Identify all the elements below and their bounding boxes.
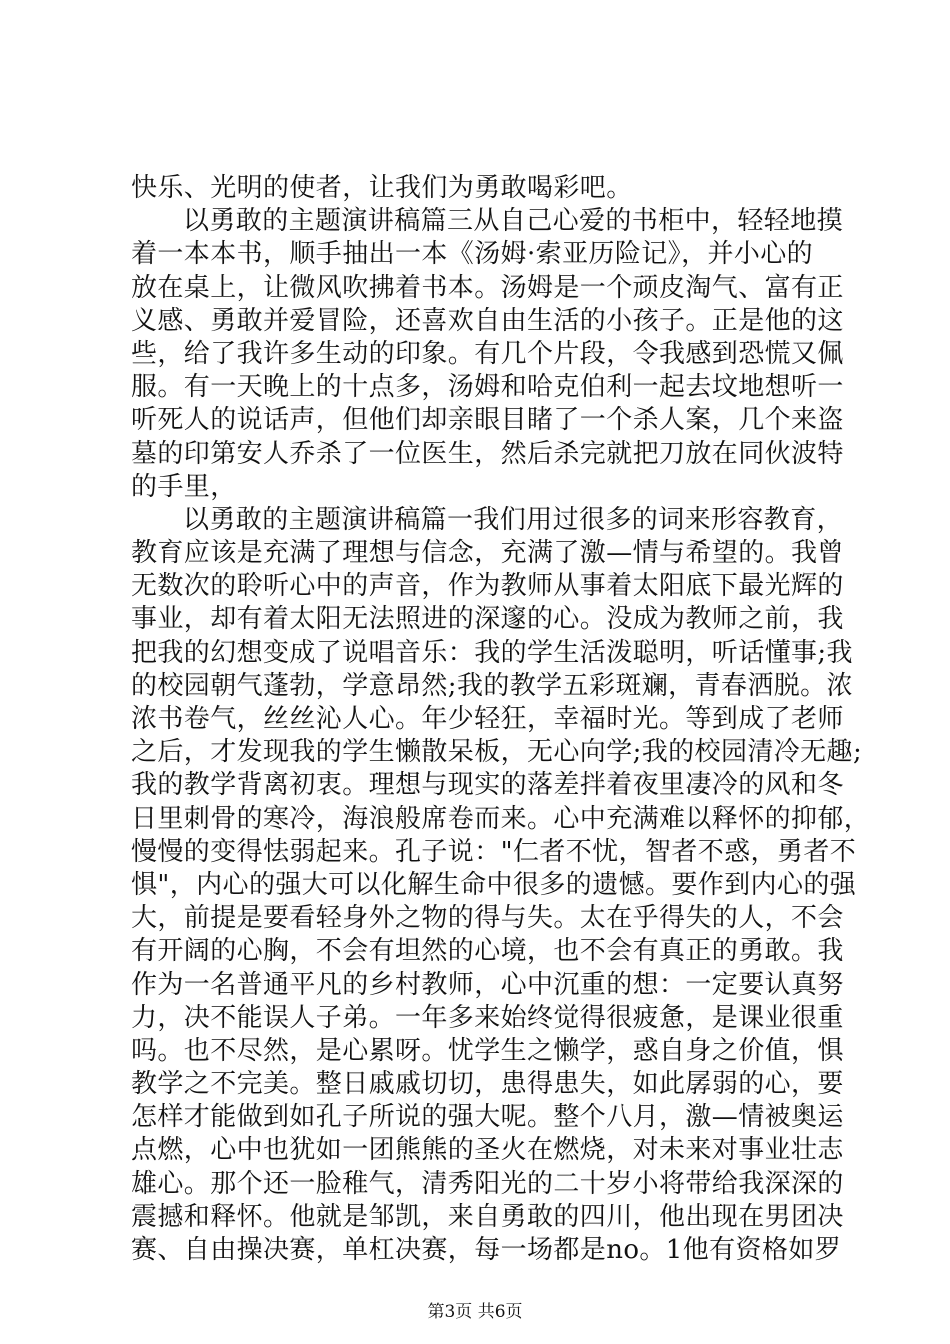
text-line: 墓的印第安人乔杀了一位医生，然后杀完就把刀放在同伙波特 [131, 438, 844, 469]
text-line: 慢慢的变得怯弱起来。孔子说："仁者不忧，智者不惑，勇者不 [131, 836, 857, 867]
text-line: 点燃，心中也犹如一团熊熊的圣火在燃烧，对未来对事业壮志 [131, 1135, 844, 1166]
document-body [131, 172, 871, 1267]
text-line: 教育应该是充满了理想与信念，充满了激—情与希望的。我曾 [131, 538, 844, 569]
text-line: 事业，却有着太阳无法照进的深邃的心。没成为教师之前，我 [131, 604, 844, 635]
text-line: 力，决不能误人子弟。一年多来始终觉得很疲惫，是课业很重 [131, 1002, 844, 1033]
text-line: 有开阔的心胸，不会有坦然的心境，也不会有真正的勇敢。我 [131, 936, 844, 967]
text-line: 以勇敢的主题演讲稿篇三从自己心爱的书柜中，轻轻地摸 [183, 206, 844, 237]
paragraph [131, 504, 871, 1267]
text-line: 听死人的说话声，但他们却亲眼目睹了一个杀人案，几个来盗 [131, 405, 844, 436]
text-line: 雄心。那个还一脸稚气，清秀阳光的二十岁小将带给我深深的 [131, 1168, 844, 1199]
text-line: 义感、勇敢并爱冒险，还喜欢自由生活的小孩子。正是他的这 [131, 305, 844, 336]
text-line: 大，前提是要看轻身外之物的得与失。太在乎得失的人，不会 [131, 903, 844, 934]
text-line: 浓书卷气，丝丝沁人心。年少轻狂，幸福时光。等到成了老师 [131, 704, 844, 734]
text-line: 赛、自由操决赛，单杠决赛，每一场都是no。1他有资格如罗 [131, 1235, 842, 1265]
text-line: 之后，才发现我的学生懒散呆板，无心向学;我的校园清冷无趣; [131, 737, 863, 768]
text-line: 惧"，内心的强大可以化解生命中很多的遗憾。要作到内心的强 [131, 869, 857, 900]
text-line: 服。有一天晚上的十点多，汤姆和哈克伯利一起去坟地想听一 [131, 372, 844, 403]
text-line: 我的教学背离初衷。理想与现实的落差拌着夜里凄冷的风和冬 [131, 770, 844, 801]
text-line: 作为一名普通平凡的乡村教师，心中沉重的想：一定要认真努 [131, 969, 844, 1000]
text-line: 把我的幻想变成了说唱音乐：我的学生活泼聪明，听话懂事;我 [131, 637, 853, 668]
text-line: 日里刺骨的寒冷，海浪般席卷而来。心中充满难以释怀的抑郁， [131, 803, 871, 834]
text-line: 以勇敢的主题演讲稿篇一我们用过很多的词来形容教育， [183, 504, 844, 535]
text-line: 的校园朝气蓬勃，学意昂然;我的教学五彩斑斓，青春洒脱。浓 [131, 670, 853, 701]
text-line: 教学之不完美。整日戚戚切切，患得患失，如此孱弱的心，要 [131, 1069, 844, 1100]
text-line: 的手里， [131, 471, 237, 502]
page-footer: 第3页 共6页 [427, 1302, 523, 1322]
paragraph [131, 205, 844, 504]
text-line: 震撼和释怀。他就是邹凯，来自勇敢的四川，他出现在男团决 [131, 1201, 844, 1232]
text-line: 些，给了我许多生动的印象。有几个片段，令我感到恐慌又佩 [131, 338, 844, 369]
paragraph [131, 172, 831, 205]
text-line: 快乐、光明的使者，让我们为勇敢喝彩吧。 [131, 173, 633, 203]
text-line: 着一本本书，顺手抽出一本《汤姆·索亚历险记》，并小心的 [131, 239, 814, 270]
text-line: 吗。也不尽然，是心累呀。忧学生之懒学，惑自身之价值，惧 [131, 1035, 844, 1066]
text-line: 怎样才能做到如孔子所说的强大呢。整个八月，激—情被奥运 [131, 1102, 844, 1133]
text-line: 放在桌上，让微风吹拂着书本。汤姆是一个顽皮淘气、富有正 [131, 272, 844, 303]
text-line: 无数次的聆听心中的声音，作为教师从事着太阳底下最光辉的 [131, 571, 844, 602]
